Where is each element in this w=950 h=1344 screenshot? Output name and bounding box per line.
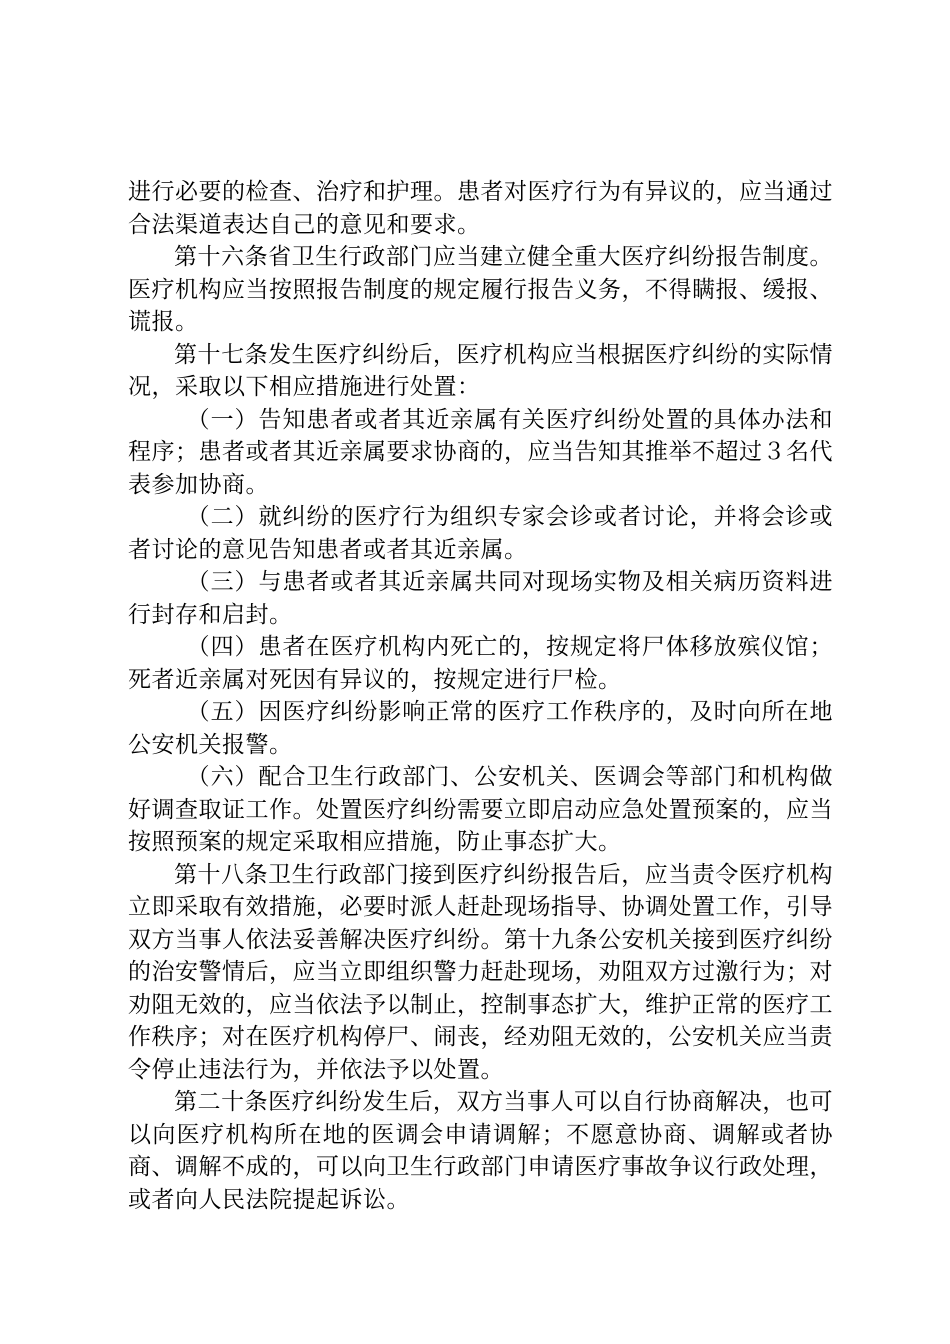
para-article-17: 第十七条发生医疗纠纷后，医疗机构应当根据医疗纠纷的实际情况，采取以下相应措施进行处置： — [128, 341, 833, 400]
para-item-6: （六）配合卫生行政部门、公安机关、医调会等部门和机构做好调查取证工作。处置医疗纠纷需要立即启动应急处置预案的，应当按照预案的规定采取相应措施，防止事态扩大。 — [128, 764, 833, 855]
para-continuation: 进行必要的检查、治疗和护理。患者对医疗行为有异议的，应当通过合法渠道表达自己的意见和要求。 — [128, 179, 833, 238]
document-body — [128, 176, 833, 1216]
para-article-20: 第二十条医疗纠纷发生后，双方当事人可以自行协商解决，也可以向医疗机构所在地的医调会申请调解；不愿意协商、调解或者协商、调解不成的，可以向卫生行政部门申请医疗事故争议行政处理，或者向人民法院提起诉讼。 — [128, 1089, 833, 1213]
para-item-5: （五）因医疗纠纷影响正常的医疗工作秩序的，及时向所在地公安机关报警。 — [128, 699, 833, 758]
para-item-4: （四）患者在医疗机构内死亡的，按规定将尸体移放殡仪馆；死者近亲属对死因有异议的，按规定进行尸检。 — [128, 634, 833, 693]
para-article-18-19: 第十八条卫生行政部门接到医疗纠纷报告后，应当责令医疗机构立即采取有效措施，必要时派人赶赴现场指导、协调处置工作，引导双方当事人依法妥善解决医疗纠纷。第十九条公安机关接到医疗纠纷的治安警情后，应当立即组织警力赶赴现场，劝阻双方过激行为；对劝阻无效的，应当依法予以制止，控制事态扩大，维护正常的医疗工作秩序；对在医疗机构停尸、闹丧，经劝阻无效的，公安机关应当责令停止违法行为，并依法予以处置。 — [128, 861, 833, 1083]
para-article-16: 第十六条省卫生行政部门应当建立健全重大医疗纠纷报告制度。医疗机构应当按照报告制度的规定履行报告义务，不得瞒报、缓报、谎报。 — [128, 244, 833, 335]
para-item-3: （三）与患者或者其近亲属共同对现场实物及相关病历资料进行封存和启封。 — [128, 569, 833, 628]
para-item-1: （一）告知患者或者其近亲属有关医疗纠纷处置的具体办法和程序；患者或者其近亲属要求协商的，应当告知其推举不超过３名代表参加协商。 — [128, 406, 833, 498]
para-item-2: （二）就纠纷的医疗行为组织专家会诊或者讨论，并将会诊或者讨论的意见告知患者或者其近亲属。 — [128, 504, 833, 563]
